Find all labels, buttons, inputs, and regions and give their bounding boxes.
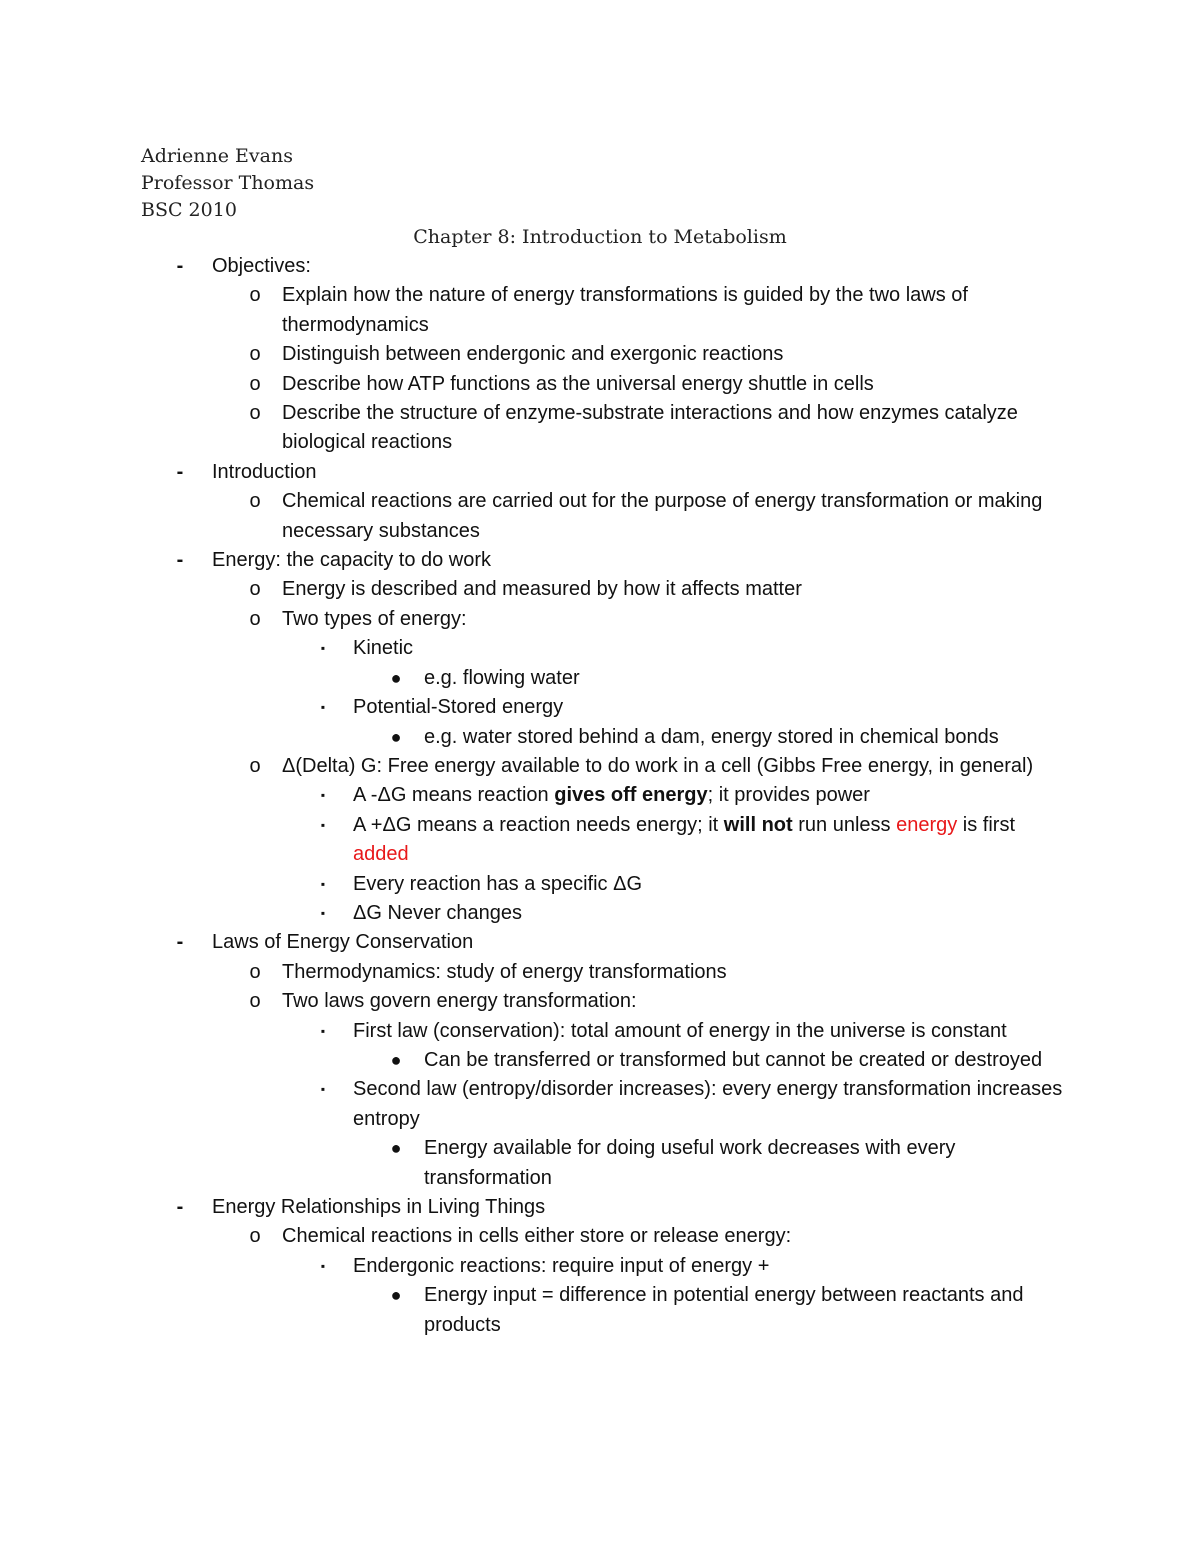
circle-bullet: o bbox=[249, 607, 261, 630]
dot-bullet: ● bbox=[390, 667, 402, 688]
list-item: - Laws of Energy Conservation bbox=[0, 928, 1200, 957]
list-item: - Energy: the capacity to do work bbox=[0, 546, 1200, 575]
circle-bullet: o bbox=[249, 343, 261, 366]
square-bullet: ▪ bbox=[320, 700, 326, 715]
highlighted-text: energy bbox=[896, 813, 958, 836]
list-item: o Two types of energy: bbox=[0, 605, 1200, 634]
list-item: o Explain how the nature of energy transformations is guided by the two laws of thermodynamics bbox=[0, 281, 1200, 340]
list-item: ● e.g. flowing water bbox=[0, 664, 1200, 693]
square-bullet: ▪ bbox=[320, 1023, 326, 1038]
circle-bullet: o bbox=[249, 990, 261, 1013]
list-item: o Δ(Delta) G: Free energy available to do work in a cell (Gibbs Free energy, in general) bbox=[0, 752, 1200, 781]
circle-bullet: o bbox=[249, 960, 261, 983]
professor-name: Professor Thomas bbox=[141, 172, 315, 194]
list-item: o Distinguish between endergonic and exergonic reactions bbox=[0, 340, 1200, 369]
square-bullet: ▪ bbox=[320, 788, 326, 803]
list-item: ▪ Second law (entropy/disorder increases): every energy transformation increases entropy bbox=[0, 1075, 1200, 1134]
list-item: ▪ A -ΔG means reaction gives off energy; it provides power bbox=[0, 781, 1200, 810]
course-code: BSC 2010 bbox=[141, 199, 237, 221]
list-item: o Describe the structure of enzyme-substrate interactions and how enzymes catalyze biological reactions bbox=[0, 399, 1200, 458]
list-item: ▪ First law (conservation): total amount of energy in the universe is constant bbox=[0, 1017, 1200, 1046]
square-bullet: ▪ bbox=[320, 1258, 326, 1273]
circle-bullet: o bbox=[249, 372, 261, 395]
circle-bullet: o bbox=[249, 490, 261, 513]
list-item: o Thermodynamics: study of energy transformations bbox=[0, 958, 1200, 987]
list-item: ▪ Kinetic bbox=[0, 634, 1200, 663]
list-item: ● Can be transferred or transformed but cannot be created or destroyed bbox=[0, 1046, 1200, 1075]
dot-bullet: ● bbox=[390, 1285, 402, 1306]
dot-bullet: ● bbox=[390, 1138, 402, 1159]
square-bullet: ▪ bbox=[320, 905, 326, 920]
circle-bullet: o bbox=[249, 1225, 261, 1248]
student-name: Adrienne Evans bbox=[141, 145, 293, 167]
page-title: Chapter 8: Introduction to Metabolism bbox=[413, 226, 787, 248]
notes-outline bbox=[0, 252, 1200, 1340]
dot-bullet: ● bbox=[390, 726, 402, 747]
list-item: ▪ Endergonic reactions: require input of energy + bbox=[0, 1252, 1200, 1281]
list-item: - Introduction bbox=[0, 458, 1200, 487]
dot-bullet: ● bbox=[390, 1049, 402, 1070]
list-item: o Two laws govern energy transformation: bbox=[0, 987, 1200, 1016]
square-bullet: ▪ bbox=[320, 641, 326, 656]
circle-bullet: o bbox=[249, 402, 261, 425]
list-item: - Objectives: bbox=[0, 252, 1200, 281]
list-item: o Describe how ATP functions as the universal energy shuttle in cells bbox=[0, 370, 1200, 399]
dash-bullet: - bbox=[176, 931, 184, 954]
list-item: ▪ A +ΔG means a reaction needs energy; it will not run unless energy is first added bbox=[0, 811, 1200, 870]
list-item: ▪ Every reaction has a specific ΔG bbox=[0, 870, 1200, 899]
dash-bullet: - bbox=[176, 549, 184, 572]
square-bullet: ▪ bbox=[320, 876, 326, 891]
list-item: o Chemical reactions are carried out for the purpose of energy transformation or making necessary substances bbox=[0, 487, 1200, 546]
list-item: o Chemical reactions in cells either store or release energy: bbox=[0, 1222, 1200, 1251]
circle-bullet: o bbox=[249, 284, 261, 307]
highlighted-text: added bbox=[353, 843, 409, 866]
circle-bullet: o bbox=[249, 754, 261, 777]
square-bullet: ▪ bbox=[320, 1082, 326, 1097]
list-item: ▪ Potential-Stored energy bbox=[0, 693, 1200, 722]
dash-bullet: - bbox=[176, 255, 184, 277]
list-item: ▪ ΔG Never changes bbox=[0, 899, 1200, 928]
list-item: o Energy is described and measured by how it affects matter bbox=[0, 575, 1200, 604]
dash-bullet: - bbox=[176, 1196, 184, 1218]
list-item: ● Energy input = difference in potential energy between reactants and products bbox=[0, 1281, 1200, 1340]
dash-bullet: - bbox=[176, 460, 184, 483]
list-item: ● e.g. water stored behind a dam, energy stored in chemical bonds bbox=[0, 723, 1200, 752]
list-item: ● Energy available for doing useful work decreases with every transformation bbox=[0, 1134, 1200, 1193]
circle-bullet: o bbox=[249, 578, 261, 601]
square-bullet: ▪ bbox=[320, 817, 326, 832]
list-item: - Energy Relationships in Living Things bbox=[0, 1193, 1200, 1222]
